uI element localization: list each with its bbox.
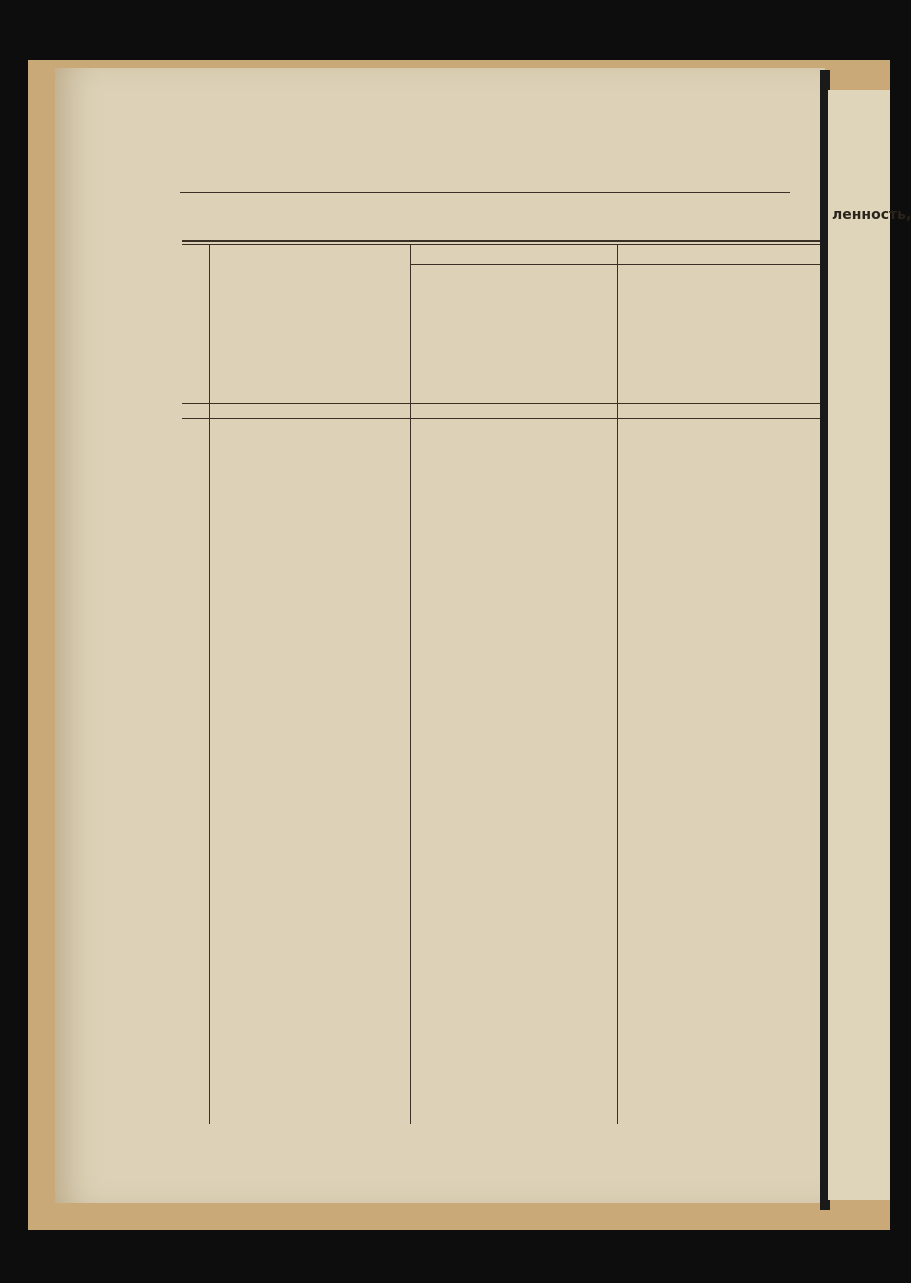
col-divider <box>209 244 210 1124</box>
table-top-rule-2 <box>182 244 820 245</box>
subtitle-continuation: ленность, <box>832 207 911 223</box>
colnum-bottom-rule <box>182 418 820 419</box>
col-divider <box>617 244 618 1124</box>
right-page <box>828 90 890 1200</box>
table-top-rule <box>182 240 820 242</box>
header-rule <box>180 192 790 193</box>
col-divider <box>410 244 411 1124</box>
group-rule <box>410 264 820 265</box>
left-page <box>55 68 825 1203</box>
table-header-bottom-rule <box>182 403 820 404</box>
